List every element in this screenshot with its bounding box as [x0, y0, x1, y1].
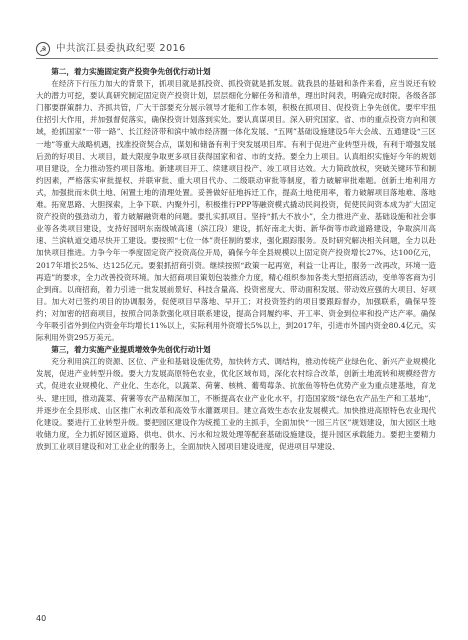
section-heading: 第三，着力实施产业提质增效争先创优行动计划 [51, 345, 211, 355]
party-emblem-icon: ☭ [36, 42, 50, 56]
body-paragraph: 在经济下行压力加大的背景下，抓项目就是抓投资、抓投资就是抓发展。就我县的基础和条件来看，应当说还有较大的潜力可挖，要认真研究制定固定资产投资计划，层层细化分解任务和清单，理出时间表，明确完成时限。各级各部门都要群策群力、齐抓共管，广大干部要充分展示领导才能和工作本领，积极在抓项目、促投资上争先创优。要牢牢扭住招引大作用，并加强督促落实，确保投资计划落到实处。要认真谋项目。深入研究国家、省、市的重点投资方向和领域，抢抓国家“一带一路”、长江经济带和滨中城市经济圈一体化发展、“五网”基础设施建设5年大会战、五通建设“三区一地”等重大战略机遇，找准投资契合点，谋划和储备有利于突发展项目库。有利于促进产业转型升级，有利于增强发展后劲的好项目、大项目，最大限度争取更多项目获得国家和省、市的支持。要全力上项目。认真组织实施好今年的规划项目建设，全力推动签约项目落地。新建项目开工、续建项目投产、竣工项目达效。大力简政放权，突破关键环节和制约因素，严格落实审批提权、并联审批、重大项目代办、二级联动审批等制度，着力破解审批难题。创新土地利用方式，加强批而未供土地、闲置土地的清理处置。妥善做好征地拆迁工作，提高土地使用率，着力破解项目落地难、落地难。拓宽思路、大胆探索，上争下联、内聚外引，积极推行PPP等融资模式撬动民间投资，促使民间资本成为扩大固定资产投资的强劲动力，着力破解融资难的问题。要扎实抓项目。坚持“抓大不放小”，全力推进产业、基础设施和社会事业等各类项目建设，支持好园明东南级城高速（滨江段）建设，抓好南北大街、新华街等市政道路建设，争取滨川高速、兰滨轨道交通尽快开工建设。要按照“七位一体”责任制的要求，强化跟踪服务。及时研究解决相关问题，全力以赴加快项目推进。力争今年一季度固定资产投资高位开局，确保今年全县规模以上固定资产投资增长27%、达100亿元，2017年增长25%、达125亿元。要狠抓招商引资。继续按照“政策一起再宽，利益一让再让，服务一改再改，环境一造再造”的要求，全力改善投资环境。加大招商项目策划包装推介力度，精心组织参加各类大型招商活动，变单等客商为引企到商。以商招商，着力引进一批发展前景好、科技含量高、投资密度大、带动面积发展、带动效应强的大项目、好项目。加大对已签约项目的协调服务，促使项目早落地、早开工；对投资签约的项目要跟踪督办，加强联系，确保早签约；对加密的招商项目，按照合同条款强化项目联系建设，提高合同履约率、开工率、资金到位率和投产达产率。确保今年吸引省外到位内资金年均增长11%以上，实际利用外资增长5%以上，到2017年，引进市外国内资金80.4亿元，实际利用外资295万美元。 [36, 79, 436, 343]
section-heading: 第二，着力实施固定资产投资争先创优行动计划 [51, 67, 211, 76]
running-header [36, 42, 438, 60]
page-body [36, 66, 436, 453]
header-title: 中共滨江县委执政纪要 2016 [56, 43, 186, 54]
header-divider [36, 58, 438, 59]
page-number: 40 [36, 614, 47, 623]
body-paragraph: 充分利用滨江的资源、区位、产业和基础设施优势，加快转方式、调结构，推动传统产业绿色化、新兴产业规模化发展，促进产业转型升级。要大力发展高原特色农业，优化区域布局，深化农村综合改革，创新土地流转和规模经营方式，促进农业规模化、产业化、生态化，以蔬菜、荷薯、核桃、葡萄莓条、抗旅鱼等特色优势产业为重点建基地，育龙头、建庄园，推动蔬菜、荷薯等农产品精深加工，不断提高农业产业化水平，打造国家级“绿色农产品生产和工基地”，并逐步在全县形成、山区推广水利改革和高效节水灌溉项目。建立高效生态农业发展模式。加快推进高原特色农业现代化建设。要进行工业转型升级。要把园区建设作为统揽工业的主抓手，全面加快“一园三片区”规划建设，加大园区土地收储力度，全力抓好园区道路、供电、供水、污水和垃圾处理等配套基础设施建设，提升园区承载能力。要把主要精力放到工业项目建设和对工业企业的服务上，全面加快入园项目建设进度，促进项目早建设、 [36, 357, 436, 451]
